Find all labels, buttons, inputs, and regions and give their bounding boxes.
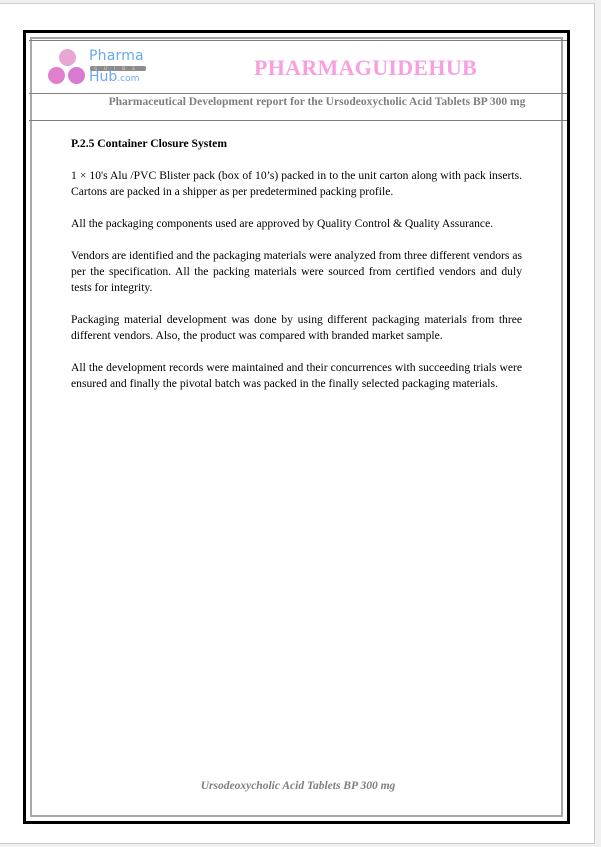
logo-text-hub	[89, 69, 139, 85]
paragraph: All the development records were maintained and their concurrences with succeeding trials were ensured and finally the pivotal batch was packed in the finally selected packaging materials.	[71, 361, 522, 390]
paragraph: 1 × 10's Alu /PVC Blister pack (box of 10’s) packed in to the unit carton along with pack inserts. Cartons are packed in a shipper as per predetermined packing profile.	[71, 169, 522, 198]
logo-dot-icon	[59, 49, 76, 66]
paragraph: Vendors are identified and the packaging materials were analyzed from three different vendors as per the specification. All the packing materials were sourced from certified vendors and duly tests for integrity.	[71, 249, 522, 294]
pharmaguidehub-logo	[47, 48, 157, 88]
brand-title: PHARMAGUIDEHUB	[254, 55, 477, 80]
logo-dot-icon	[68, 67, 85, 84]
header-divider	[29, 93, 567, 94]
document-page	[0, 3, 595, 844]
logo-text-pharma: Pharma	[89, 48, 144, 64]
logo-tagline: GUIDE	[90, 66, 146, 71]
paragraph: Packaging material development was done by using different packaging materials from three different vendors. Also, the product was compared with branded market sample.	[71, 313, 522, 342]
paragraph: All the packaging components used are approved by Quality Control & Quality Assurance.	[71, 217, 494, 230]
section-heading: P.2.5 Container Closure System	[71, 137, 227, 150]
page-footer: Ursodeoxycholic Acid Tablets BP 300 mg	[200, 780, 396, 792]
logo-dot-icon	[48, 67, 65, 84]
logo-hub: Hub	[89, 69, 118, 85]
report-title: Pharmaceutical Development report for the Ursodeoxycholic Acid Tablets BP 300 mg	[108, 96, 526, 108]
document-body	[71, 136, 522, 408]
logo-com: .com	[117, 74, 140, 84]
